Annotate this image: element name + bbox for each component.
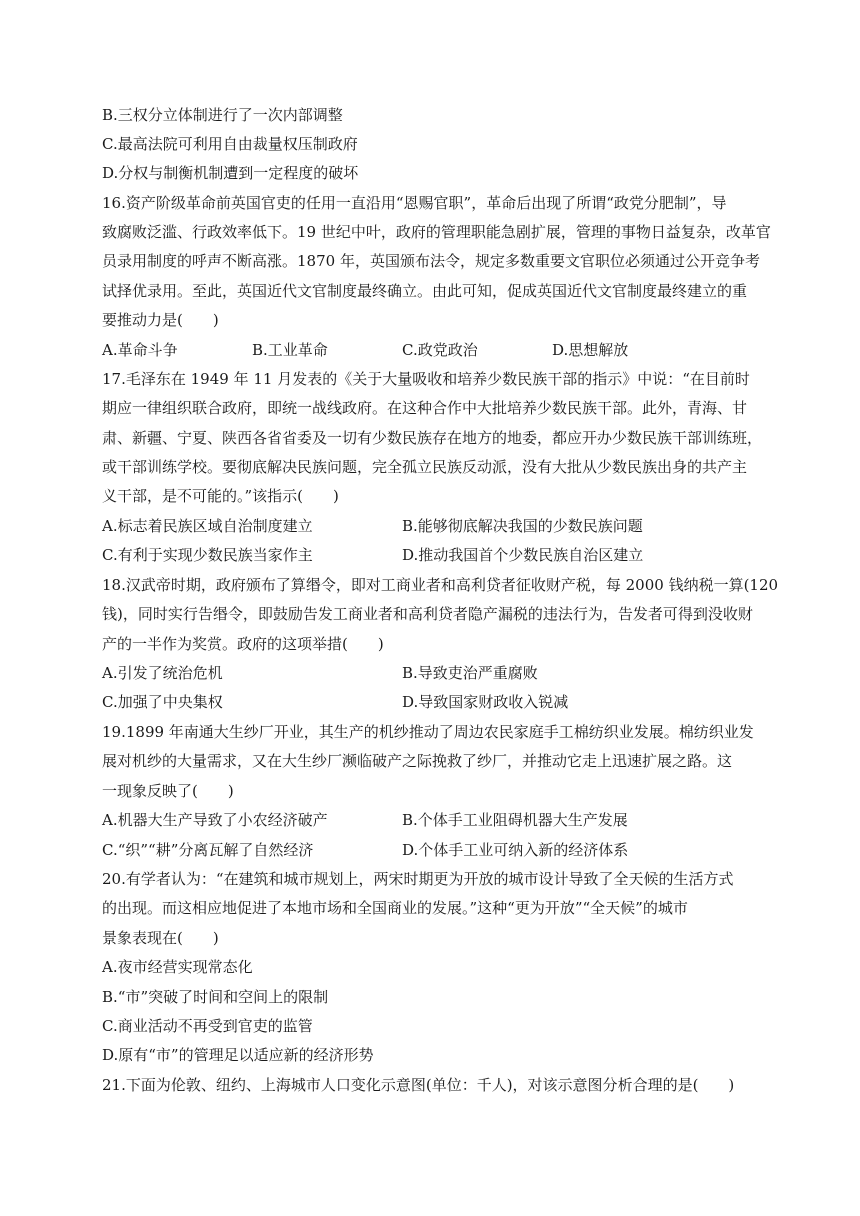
q19-option-c: C.“织”“耕”分离瓦解了自然经济 [102, 841, 314, 859]
q18-option-c: C.加强了中央集权 [102, 693, 223, 711]
q19-option-b: B.个体手工业阻碍机器大生产发展 [402, 811, 628, 829]
q16-stem-line-5: 要推动力是( ) [102, 311, 219, 329]
q20-stem-line-2: 的出现。而这相应地促进了本地市场和全国商业的发展。”这种“更为开放”“全天候”的城市 [102, 899, 688, 917]
q17-option-a: A.标志着民族区域自治制度建立 [102, 517, 313, 535]
q20-option-a: A.夜市经营实现常态化 [102, 958, 253, 976]
q20-stem-line-1: 20.有学者认为：“在建筑和城市规划上，两宋时期更为开放的城市设计导致了全天候的生活方式 [102, 870, 734, 888]
q20-stem-line-3: 景象表现在( ) [102, 929, 219, 947]
q19-option-a: A.机器大生产导致了小农经济破产 [102, 811, 328, 829]
q16-stem-line-2: 致腐败泛滥、行政效率低下。19 世纪中叶，政府的管理职能急剧扩展，管理的事物日益复杂，改革官 [102, 223, 771, 241]
q16-stem-line-4: 试择优录用。至此，英国近代文官制度最终确立。由此可知，促成英国近代文官制度最终建立的重 [102, 282, 748, 300]
q16-option-a: A.革命斗争 [102, 341, 178, 359]
q20-option-d: D.原有“市”的管理足以适应新的经济形势 [102, 1046, 374, 1064]
q17-option-b: B.能够彻底解决我国的少数民族问题 [402, 517, 643, 535]
q18-option-a: A.引发了统治危机 [102, 664, 223, 682]
q16-option-d: D.思想解放 [552, 341, 629, 359]
q19-stem-line-3: 一现象反映了( ) [102, 782, 234, 800]
q17-stem-line-2: 期应一律组织联合政府，即统一战线政府。在这种合作中大批培养少数民族干部。此外，青海、甘 [102, 399, 748, 417]
q20-option-b: B.“市”突破了时间和空间上的限制 [102, 988, 329, 1006]
q15-option-c: C.最高法院可利用自由裁量权压制政府 [102, 135, 358, 153]
q19-stem-line-2: 展对机纱的大量需求，又在大生纱厂濒临破产之际挽救了纱厂，并推动它走上迅速扩展之路。这 [102, 752, 733, 770]
q15-option-b: B.三权分立体制进行了一次内部调整 [102, 106, 343, 124]
q18-stem-line-2: 钱)，同时实行告缗令，即鼓励告发工商业者和高利贷者隐产漏税的违法行为，告发者可得到没收财 [102, 605, 753, 623]
q16-stem-line-3: 员录用制度的呼声不断高涨。1870 年，英国颁布法令，规定多数重要文官职位必须通过公开竞争考 [102, 252, 760, 270]
q17-option-c: C.有利于实现少数民族当家作主 [102, 546, 313, 564]
q18-option-b: B.导致吏治严重腐败 [402, 664, 538, 682]
q21-stem-line-1: 21.下面为伦敦、纽约、上海城市人口变化示意图(单位：千人)，对该示意图分析合理的是( ) [102, 1076, 735, 1094]
q18-stem-line-1: 18.汉武帝时期，政府颁布了算缗令，即对工商业者和高利贷者征收财产税，每 2000 钱纳税一算(120 [102, 576, 779, 594]
q16-option-b: B.工业革命 [252, 341, 328, 359]
q17-stem-line-1: 17.毛泽东在 1949 年 11 月发表的《关于大量吸收和培养少数民族干部的指示》中说：“在目前时 [102, 370, 750, 388]
q19-option-d: D.个体手工业可纳入新的经济体系 [402, 841, 629, 859]
q17-stem-line-4: 或干部训练学校。要彻底解决民族问题，完全孤立民族反动派，没有大批从少数民族出身的共产主 [102, 458, 748, 476]
q16-stem-line-1: 16.资产阶级革命前英国官吏的任用一直沿用“恩赐官职”，革命后出现了所谓“政党分肥制”，导 [102, 194, 727, 212]
q18-option-d: D.导致国家财政收入锐减 [402, 693, 569, 711]
q18-stem-line-3: 产的一半作为奖赏。政府的这项举措( ) [102, 635, 384, 653]
q15-option-d: D.分权与制衡机制遭到一定程度的破坏 [102, 164, 359, 182]
q17-stem-line-3: 肃、新疆、宁夏、陕西各省省委及一切有少数民族存在地方的地委，都应开办少数民族干部训练班， [102, 429, 763, 447]
q17-stem-line-5: 义干部，是不可能的。”该指示( ) [102, 487, 339, 505]
q19-stem-line-1: 19.1899 年南通大生纱厂开业，其生产的机纱推动了周边农民家庭手工棉纺织业发展。棉纺织业发 [102, 723, 754, 741]
q20-option-c: C.商业活动不再受到官吏的监管 [102, 1017, 313, 1035]
q17-option-d: D.推动我国首个少数民族自治区建立 [402, 546, 644, 564]
q16-option-c: C.政党政治 [402, 341, 478, 359]
